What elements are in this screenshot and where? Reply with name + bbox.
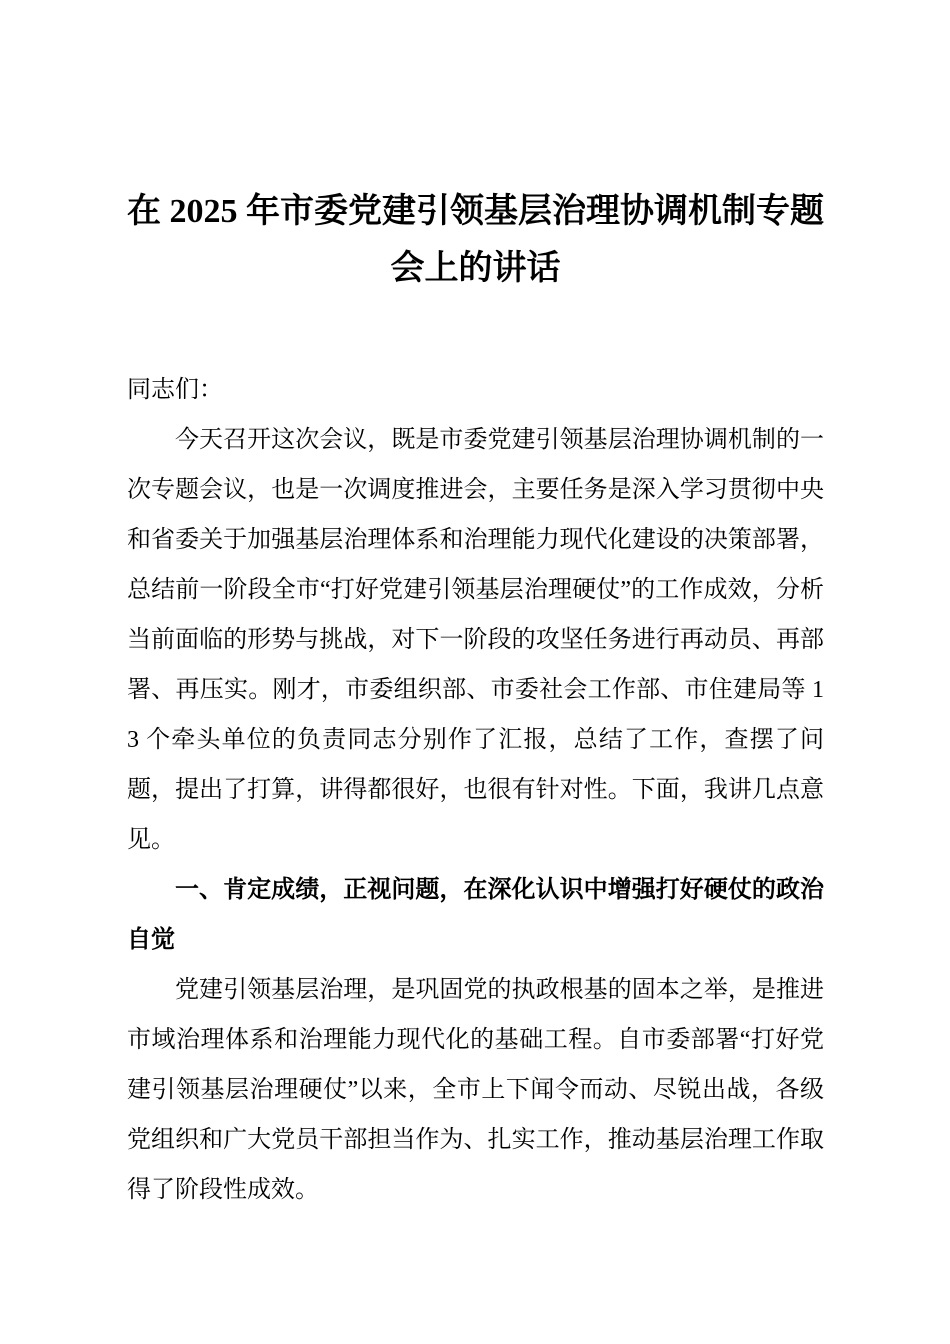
section-1-paragraph: 党建引领基层治理，是巩固党的执政根基的固本之举，是推进市域治理体系和治理能力现代化的基础工程。自市委部署“打好党建引领基层治理硬仗”以来，全市上下闻令而动、尽锐出战，各级党组织和广大党员干部担当作为、扎实工作，推动基层治理工作取得了阶段性成效。 [127,977,824,1203]
section-1-heading: 一、肯定成绩，正视问题，在深化认识中增强打好硬仗的政治自觉 [127,876,824,953]
intro-paragraph: 今天召开这次会议，既是市委党建引领基层治理协调机制的一次专题会议，也是一次调度推进会，主要任务是深入学习贯彻中央和省委关于加强基层治理体系和治理能力现代化建设的决策部署，总结前一阶段全市“打好党建引领基层治理硬仗”的工作成效，分析当前面临的形势与挑战，对下一阶段的攻坚任务进行再动员、再部署、再压实。刚才，市委组织部、市委社会工作部、市住建局等 13 个牵头单位的负责同志分别作了汇报，总结了工作，查摆了问题，提出了打算，讲得都很好，也很有针对性。下面，我讲几点意见。 [127,427,824,853]
document-title: 在 2025 年市委党建引领基层治理协调机制专题会上的讲话 [127,193,824,287]
salutation-text: 同志们： [127,377,223,403]
